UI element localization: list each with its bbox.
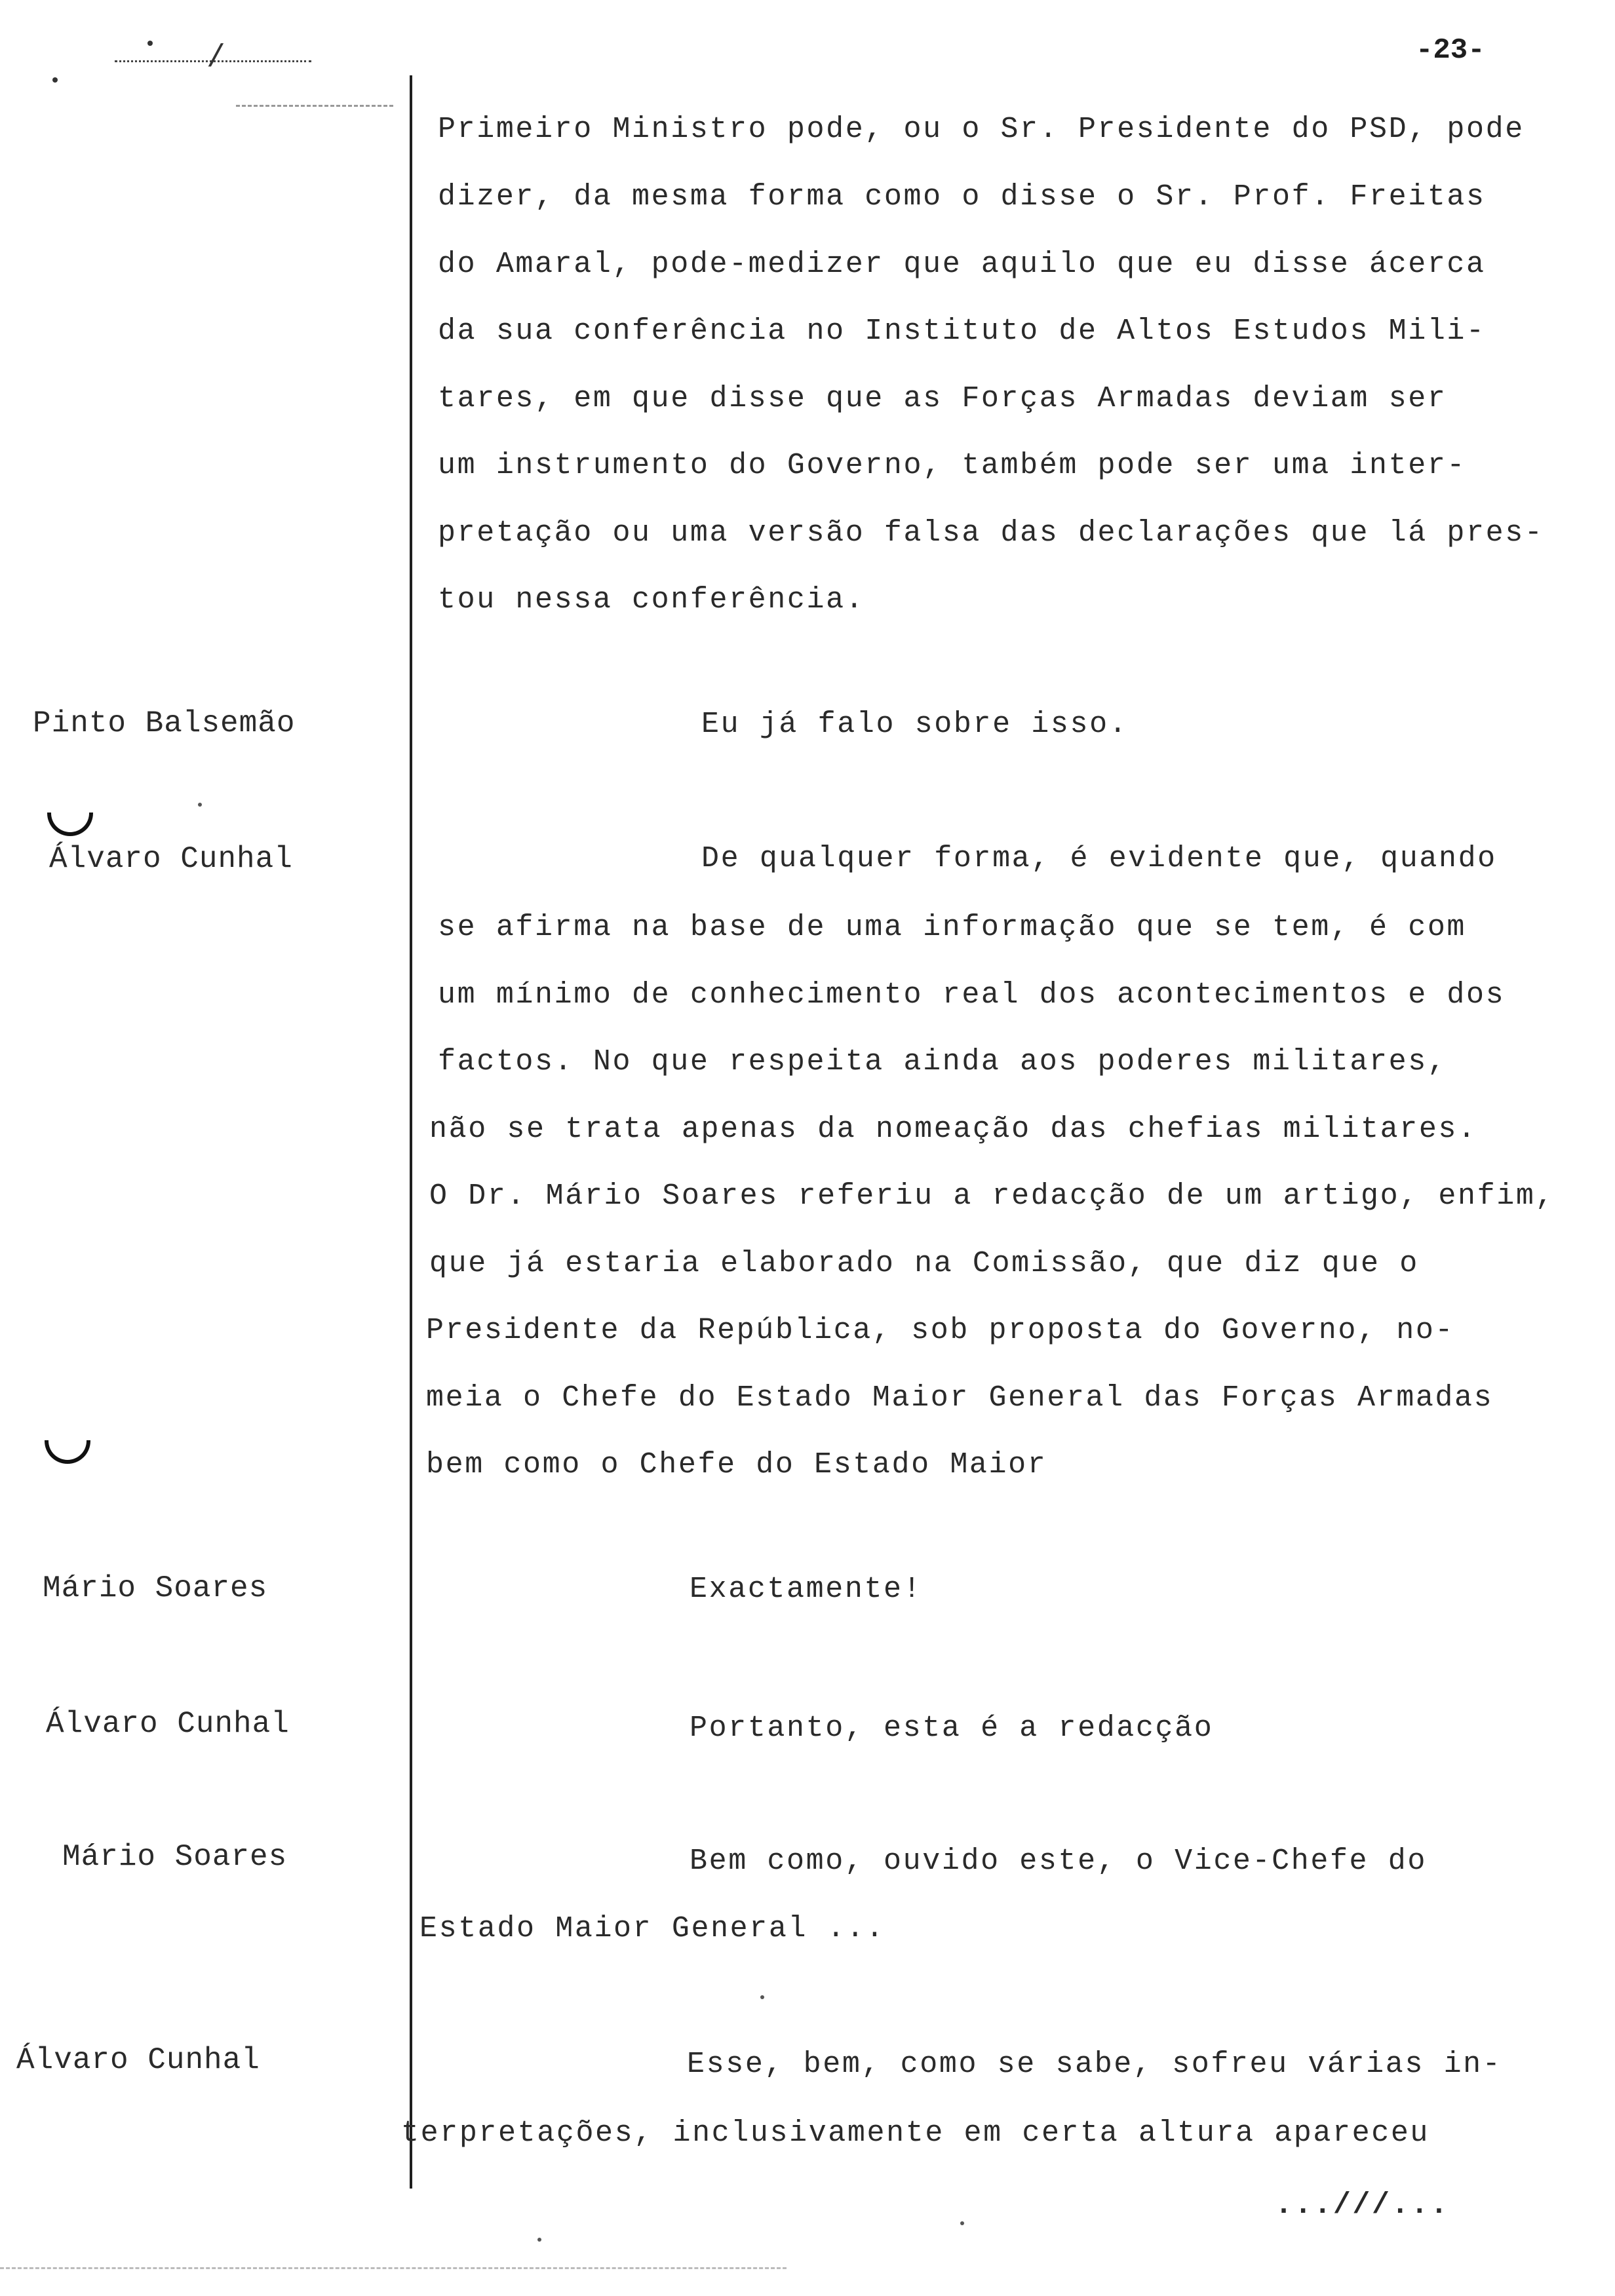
speech-line: Presidente da República, sob proposta do Governo, no- — [426, 1314, 1455, 1347]
speaker-name: Mário Soares — [43, 1571, 268, 1605]
body-line: do Amaral, pode-medizer que aquilo que eu disse ácerca — [438, 248, 1486, 281]
speech-line: bem como o Chefe do Estado Maior — [426, 1448, 1047, 1482]
continuation-mark: ...///... — [1275, 2189, 1450, 2222]
speech-line: Estado Maior General ... — [419, 1912, 885, 1945]
speech-line: Portanto, esta é a redacção — [690, 1712, 1214, 1745]
body-line: tou nessa conferência. — [438, 583, 865, 617]
body-line: tares, em que disse que as Forças Armadas deviam ser — [438, 382, 1447, 415]
speaker-name: Álvaro Cunhal — [49, 842, 293, 876]
speech-line: que já estaria elaborado na Comissão, que diz que o — [429, 1247, 1419, 1280]
header-dot — [147, 41, 153, 46]
body-line: pretação ou uma versão falsa das declarações que lá pres- — [438, 516, 1544, 550]
body-line: da sua conferência no Instituto de Altos Estudos Mili- — [438, 315, 1486, 348]
speech-line: De qualquer forma, é evidente que, quando — [701, 842, 1497, 875]
body-line: um instrumento do Governo, também pode ser uma inter- — [438, 449, 1467, 482]
scan-speck — [760, 1995, 764, 1999]
speech-line: não se trata apenas da nomeação das chefias militares. — [429, 1113, 1477, 1146]
header-slash-mark: / — [206, 41, 225, 76]
speaker-name: Pinto Balsemão — [33, 706, 296, 740]
speaker-name: Álvaro Cunhal — [46, 1707, 290, 1741]
speech-line: O Dr. Mário Soares referiu a redacção de um artigo, enfim, — [429, 1179, 1555, 1213]
scan-speck — [198, 803, 202, 807]
margin-pen-mark — [47, 813, 93, 836]
margin-pen-mark — [45, 1440, 90, 1464]
speech-line: terpretações, inclusivamente em certa altura apareceu — [401, 2116, 1430, 2150]
speech-line: meia o Chefe do Estado Maior General das Forças Armadas — [426, 1381, 1494, 1415]
body-line: dizer, da mesma forma como o disse o Sr. Prof. Freitas — [438, 180, 1486, 214]
speech-line: Eu já falo sobre isso. — [701, 708, 1129, 741]
scan-edge-noise — [0, 2267, 787, 2269]
speech-line: Esse, bem, como se sabe, sofreu várias in- — [687, 2048, 1502, 2081]
speaker-name: Mário Soares — [62, 1840, 288, 1874]
speaker-name: Álvaro Cunhal — [16, 2043, 260, 2077]
speech-line: Bem como, ouvido este, o Vice-Chefe do — [690, 1845, 1427, 1878]
speech-line: um mínimo de conhecimento real dos acontecimentos e dos — [438, 978, 1506, 1012]
scan-speck — [537, 2238, 541, 2242]
header-dot — [52, 77, 58, 83]
page-number: -23- — [1416, 34, 1485, 67]
scan-speck — [960, 2221, 964, 2225]
margin-rule — [410, 75, 412, 2189]
header-dashed-rule — [236, 105, 393, 107]
speech-line: factos. No que respeita ainda aos poderes militares, — [438, 1045, 1447, 1079]
body-line: Primeiro Ministro pode, ou o Sr. Presidente do PSD, pode — [438, 113, 1525, 146]
speech-line: Exactamente! — [690, 1573, 923, 1606]
speech-line: se afirma na base de uma informação que se tem, é com — [438, 911, 1467, 944]
